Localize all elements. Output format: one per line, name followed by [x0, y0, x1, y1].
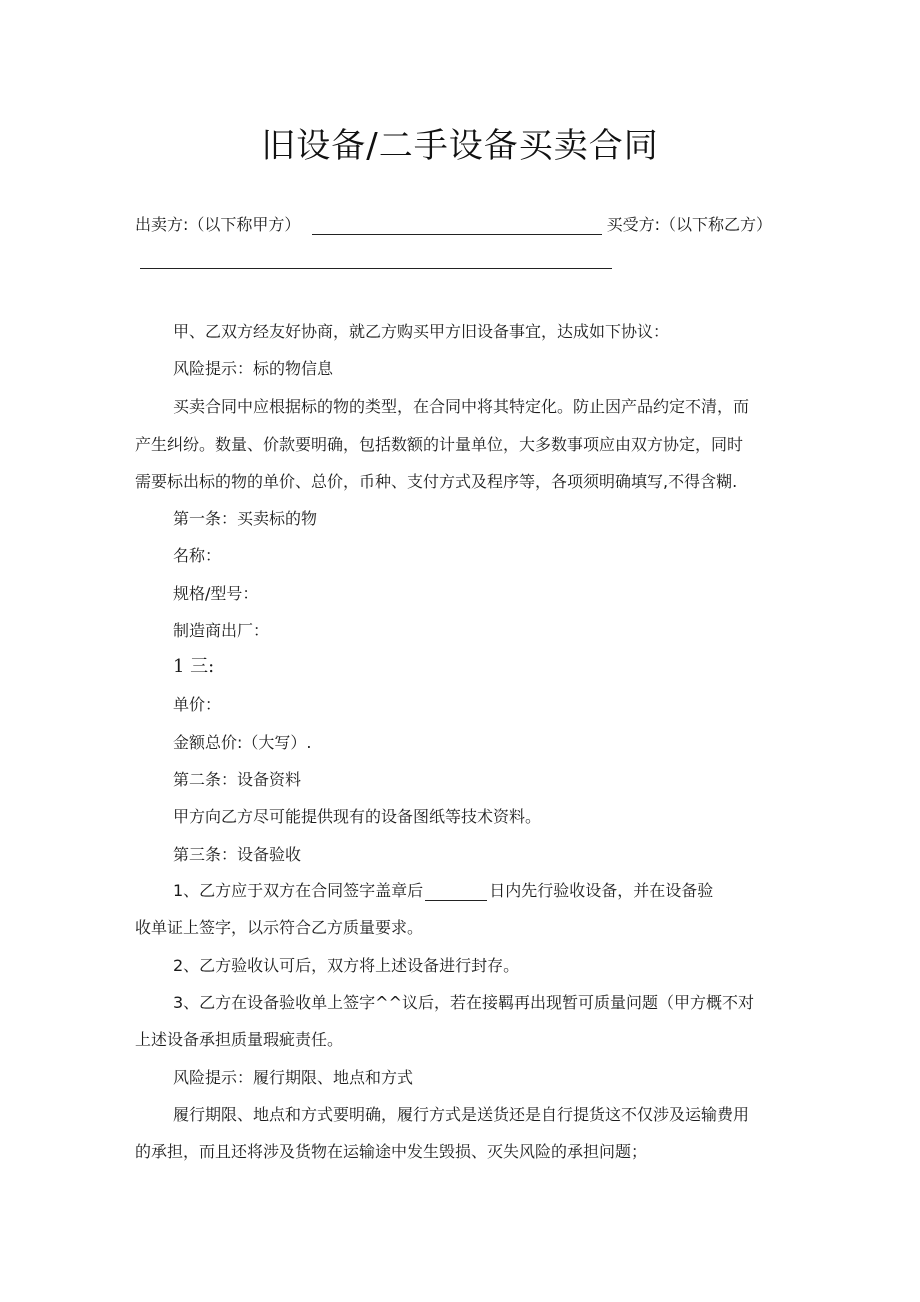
- article-3-item-2: 2、乙方验收认可后，双方将上述设备进行封存。: [173, 956, 520, 975]
- article-3-item-1: [173, 881, 713, 901]
- seller-label: 出卖方:（以下称甲方）: [135, 215, 301, 234]
- buyer-label: 买受方:（以下称乙方）: [606, 215, 772, 234]
- field-name: 名称：: [173, 546, 222, 565]
- field-quantity: 1 三:: [173, 656, 215, 677]
- item-1-prefix: 1、乙方应于双方在合同签字盖章后: [173, 881, 424, 900]
- article-3-item-3: 3、乙方在设备验收单上签字^^议后，若在接羁再出现暂可质量问题（甲方概不对: [173, 993, 754, 1012]
- item-1-suffix: 日内先行验收设备，并在设备验: [489, 881, 714, 900]
- intro-paragraph: 甲、乙双方经友好协商，就乙方购买甲方旧设备事宜，达成如下协议：: [173, 322, 670, 341]
- field-model: 规格/型号：: [173, 584, 259, 603]
- article-2-text: 甲方向乙方尽可能提供现有的设备图纸等技术资料。: [173, 807, 542, 826]
- risk-heading-performance: 风险提示：履行期限、地点和方式: [173, 1068, 414, 1087]
- article-3-item-1-cont: 收单证上签字，以示符合乙方质量要求。: [135, 918, 424, 937]
- risk-text-line: 需要标出标的物的单价、总价，币种、支付方式及程序等，各项须明确填写,不得含糊.: [135, 472, 738, 491]
- risk-text-line: 买卖合同中应根据标的物的类型，在合同中将其特定化。防止因产品约定不清，而: [173, 397, 750, 416]
- risk-2-text-line: 履行期限、地点和方式要明确，履行方式是送货还是自行提货这不仅涉及运输费用: [173, 1105, 750, 1124]
- article-3-item-3-cont: 上述设备承担质量瑕疵责任。: [135, 1030, 344, 1049]
- risk-text-line: 产生纠纷。数量、价款要明确，包括数额的计量单位，大多数事项应由双方协定，同时: [135, 435, 744, 454]
- field-total-price: 金额总价:（大写）.: [173, 733, 312, 752]
- seller-name-blank: [312, 217, 602, 235]
- article-3-heading: 第三条：设备验收: [173, 845, 302, 864]
- field-unit-price: 单价：: [173, 695, 222, 714]
- buyer-name-blank: [140, 262, 612, 269]
- days-blank: [425, 884, 487, 901]
- article-1-heading: 第一条：买卖标的物: [173, 509, 318, 528]
- risk-2-text-line: 的承担，而且还将涉及货物在运输途中发生毁损、灭失风险的承担问题；: [135, 1142, 648, 1161]
- party-line: [135, 212, 772, 235]
- article-2-heading: 第二条：设备资料: [173, 770, 302, 789]
- document-title: 旧设备/二手设备买卖合同: [261, 126, 659, 166]
- field-manufacturer: 制造商出厂：: [173, 621, 270, 640]
- risk-heading-subject: 风险提示：标的物信息: [173, 359, 334, 378]
